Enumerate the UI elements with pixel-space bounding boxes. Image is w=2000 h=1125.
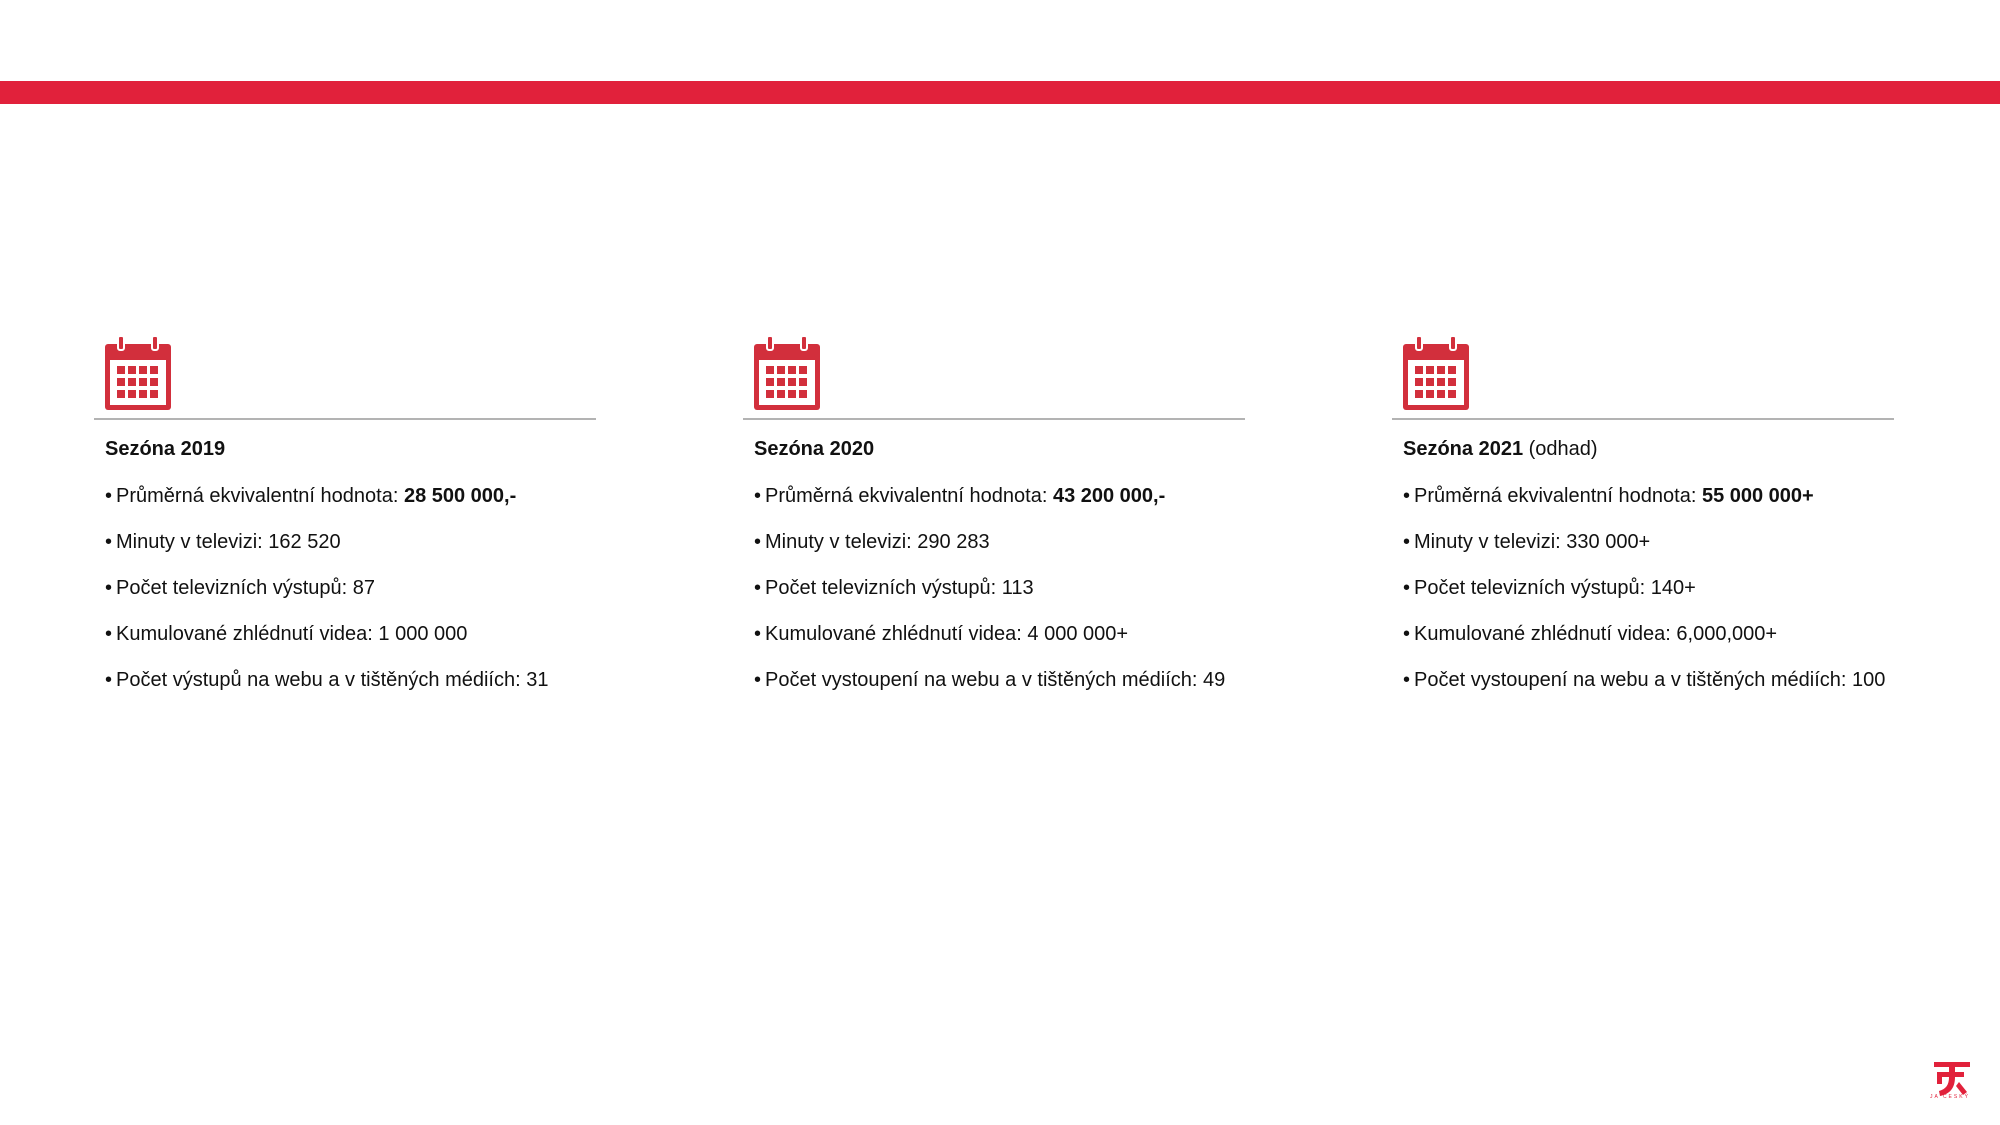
calendar-icon [1403, 336, 1469, 410]
stat-label: Počet televizních výstupů: [1414, 577, 1651, 599]
stat-item-web-a-tisk [1403, 667, 1885, 713]
season-title [105, 436, 225, 462]
top-accent-bar [0, 81, 2000, 104]
stat-label: Počet televizních výstupů: [765, 577, 1002, 599]
stat-value: 140+ [1650, 577, 1696, 599]
logo-caption: JA ČESKÝ [1930, 1094, 1970, 1100]
stat-item-zhlednuti-videa [754, 621, 1225, 667]
stat-label: Počet televizních výstupů: [116, 577, 353, 599]
stat-value: 113 [1001, 577, 1034, 599]
stat-item-pocet-tv-vystupu [105, 575, 548, 621]
stat-label: Kumulované zhlédnutí videa: [116, 623, 379, 645]
section-divider [94, 418, 596, 420]
bullet: • [105, 669, 113, 691]
stat-label: Počet vystoupení na webu a v tištěných médiích: [765, 669, 1204, 691]
bullet: • [754, 623, 762, 645]
season-title-text: Sezóna 2020 [754, 438, 875, 460]
stat-value: 330 000+ [1566, 531, 1651, 553]
stat-item-ekvivalentni-hodnota [105, 483, 548, 529]
calendar-icon [754, 336, 820, 410]
stat-label: Kumulované zhlédnutí videa: [1414, 623, 1677, 645]
stat-value: 290 283 [917, 531, 990, 553]
stat-label: Minuty v televizi: [1414, 531, 1567, 553]
stat-item-pocet-tv-vystupu [1403, 575, 1885, 621]
bullet: • [1403, 485, 1411, 507]
stat-value: 162 520 [268, 531, 341, 553]
season-title-note: (odhad) [1523, 438, 1598, 460]
bullet: • [1403, 577, 1411, 599]
bullet: • [754, 531, 762, 553]
stat-value: 28 500 000,- [403, 485, 517, 507]
stat-value: 43 200 000,- [1052, 485, 1166, 507]
bullet: • [105, 531, 113, 553]
stat-value: 1 000 000 [378, 623, 468, 645]
stat-value: 87 [352, 577, 376, 599]
stat-value: 31 [526, 669, 549, 691]
stat-item-zhlednuti-videa [105, 621, 548, 667]
stat-value: 4 000 000+ [1027, 623, 1129, 645]
calendar-icon [105, 336, 171, 410]
stat-label: Průměrná ekvivalentní hodnota: [765, 485, 1053, 507]
stat-item-minuty-v-televizi [105, 529, 548, 575]
stat-item-zhlednuti-videa [1403, 621, 1885, 667]
section-divider [1392, 418, 1894, 420]
section-divider [743, 418, 1245, 420]
season-stats-list [105, 483, 548, 713]
bullet: • [105, 623, 113, 645]
stat-label: Minuty v televizi: [765, 531, 918, 553]
bullet: • [105, 485, 113, 507]
stat-item-ekvivalentni-hodnota [754, 483, 1225, 529]
bullet: • [1403, 531, 1411, 553]
stat-label: Počet vystoupení na webu a v tištěných médiích: [1414, 669, 1853, 691]
stat-item-minuty-v-televizi [754, 529, 1225, 575]
stat-label: Minuty v televizi: [116, 531, 269, 553]
bullet: • [1403, 669, 1411, 691]
stat-item-web-a-tisk [754, 667, 1225, 713]
season-stats-list [754, 483, 1225, 713]
stat-value: 100 [1852, 669, 1886, 691]
bullet: • [1403, 623, 1411, 645]
bullet: • [754, 485, 762, 507]
stat-item-web-a-tisk [105, 667, 548, 713]
stat-item-pocet-tv-vystupu [754, 575, 1225, 621]
season-title [1403, 436, 1598, 462]
season-title-text: Sezóna 2019 [105, 438, 226, 460]
season-title [754, 436, 874, 462]
stat-label: Počet výstupů na webu a v tištěných médiích: [116, 669, 527, 691]
stat-label: Kumulované zhlédnutí videa: [765, 623, 1028, 645]
stat-label: Průměrná ekvivalentní hodnota: [116, 485, 404, 507]
bullet: • [754, 669, 762, 691]
stat-value: 49 [1203, 669, 1226, 691]
stat-item-ekvivalentni-hodnota [1403, 483, 1885, 529]
bullet: • [105, 577, 113, 599]
stat-item-minuty-v-televizi [1403, 529, 1885, 575]
stat-value: 55 000 000+ [1701, 485, 1814, 507]
stat-label: Průměrná ekvivalentní hodnota: [1414, 485, 1702, 507]
season-stats-list [1403, 483, 1885, 713]
bullet: • [754, 577, 762, 599]
stat-value: 6,000,000+ [1676, 623, 1778, 645]
season-title-text: Sezóna 2021 [1403, 438, 1524, 460]
